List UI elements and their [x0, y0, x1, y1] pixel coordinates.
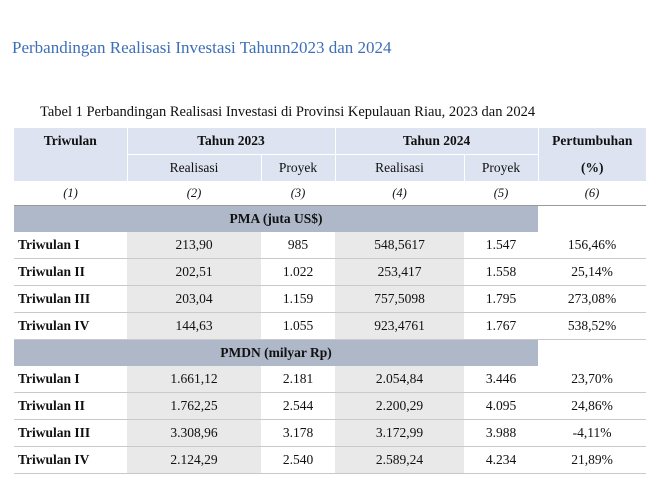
row-label: Triwulan II — [14, 259, 127, 286]
table-row — [14, 447, 646, 474]
cell: 923,4761 — [335, 313, 464, 340]
cell: 273,08% — [538, 286, 646, 313]
column-number: (5) — [464, 181, 538, 206]
cell: -4,11% — [538, 420, 646, 447]
section-header-pmdn — [14, 340, 646, 367]
cell: 4.095 — [464, 393, 538, 420]
column-number: (2) — [127, 181, 261, 206]
cell: 3.446 — [464, 366, 538, 393]
cell: 2.200,29 — [335, 393, 464, 420]
cell: 23,70% — [538, 366, 646, 393]
cell: 144,63 — [127, 313, 261, 340]
cell: 757,5098 — [335, 286, 464, 313]
column-number: (6) — [538, 181, 646, 206]
cell: 2.540 — [261, 447, 335, 474]
row-label: Triwulan I — [14, 366, 127, 393]
cell: 1.795 — [464, 286, 538, 313]
cell: 202,51 — [127, 259, 261, 286]
row-label: Triwulan III — [14, 286, 127, 313]
cell: 1.767 — [464, 313, 538, 340]
cell: 24,86% — [538, 393, 646, 420]
table-row — [14, 313, 646, 340]
column-number-row — [14, 181, 646, 206]
section-header-pma — [14, 206, 646, 233]
header-proyek-2023: Proyek — [261, 155, 335, 182]
cell: 203,04 — [127, 286, 261, 313]
cell: 2.544 — [261, 393, 335, 420]
cell: 156,46% — [538, 232, 646, 259]
cell: 1.022 — [261, 259, 335, 286]
cell: 1.558 — [464, 259, 538, 286]
row-label: Triwulan I — [14, 232, 127, 259]
cell: 2.589,24 — [335, 447, 464, 474]
cell: 253,417 — [335, 259, 464, 286]
investment-table — [14, 128, 646, 474]
header-tahun-2024: Tahun 2024 — [335, 128, 538, 155]
cell: 25,14% — [538, 259, 646, 286]
header-proyek-2024: Proyek — [464, 155, 538, 182]
header-realisasi-2024: Realisasi — [335, 155, 464, 182]
cell: 213,90 — [127, 232, 261, 259]
header-triwulan: Triwulan — [14, 128, 127, 181]
table-row — [14, 259, 646, 286]
row-label: Triwulan IV — [14, 313, 127, 340]
cell: 1.661,12 — [127, 366, 261, 393]
table-row — [14, 286, 646, 313]
cell: 3.308,96 — [127, 420, 261, 447]
table-row — [14, 232, 646, 259]
cell: 2.054,84 — [335, 366, 464, 393]
row-label: Triwulan II — [14, 393, 127, 420]
header-realisasi-2023: Realisasi — [127, 155, 261, 182]
column-number: (3) — [261, 181, 335, 206]
table-row — [14, 393, 646, 420]
section-title: PMA (juta US$) — [14, 206, 538, 233]
cell: 538,52% — [538, 313, 646, 340]
row-label: Triwulan IV — [14, 447, 127, 474]
header-pertumbuhan: Pertumbuhan — [538, 128, 646, 155]
cell: 3.172,99 — [335, 420, 464, 447]
cell: 3.178 — [261, 420, 335, 447]
cell: 3.988 — [464, 420, 538, 447]
cell: 1.055 — [261, 313, 335, 340]
cell: 2.124,29 — [127, 447, 261, 474]
header-pertumbuhan-unit: (%) — [538, 155, 646, 182]
cell: 4.234 — [464, 447, 538, 474]
header-tahun-2023: Tahun 2023 — [127, 128, 335, 155]
cell: 1.159 — [261, 286, 335, 313]
cell: 1.547 — [464, 232, 538, 259]
cell: 2.181 — [261, 366, 335, 393]
section-title: PMDN (milyar Rp) — [14, 340, 538, 367]
column-number: (1) — [14, 181, 127, 206]
table-row — [14, 366, 646, 393]
cell: 21,89% — [538, 447, 646, 474]
row-label: Triwulan III — [14, 420, 127, 447]
column-number: (4) — [335, 181, 464, 206]
table-row — [14, 420, 646, 447]
page-heading: Perbandingan Realisasi Investasi Tahunn2023 dan 2024 — [12, 38, 392, 57]
cell: 985 — [261, 232, 335, 259]
table-caption: Tabel 1 Perbandingan Realisasi Investasi di Provinsi Kepulauan Riau, 2023 dan 2024 — [40, 104, 536, 120]
cell: 1.762,25 — [127, 393, 261, 420]
cell: 548,5617 — [335, 232, 464, 259]
